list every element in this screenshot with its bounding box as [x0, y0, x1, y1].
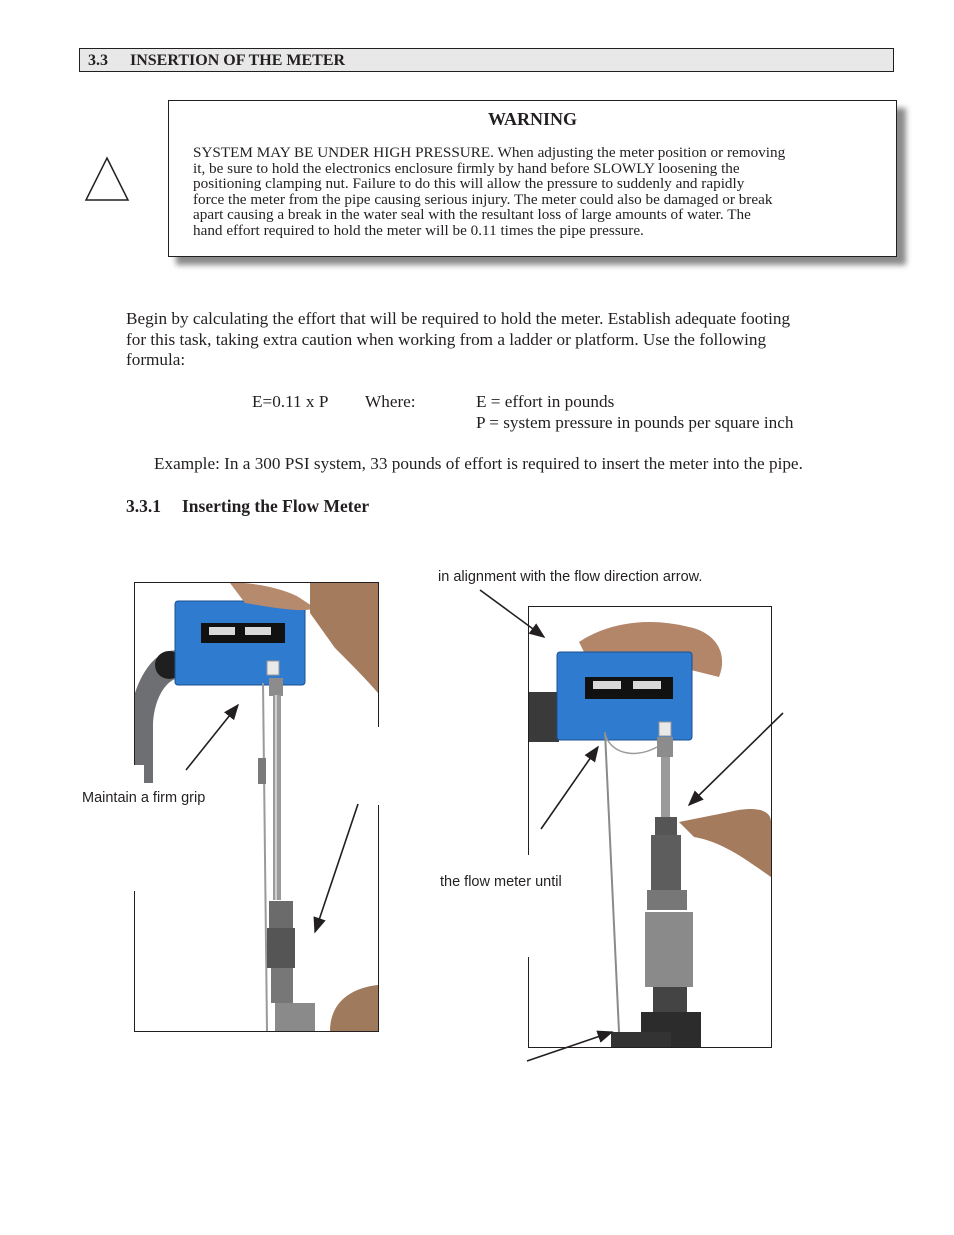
caption-flow-meter-until: the flow meter until	[440, 874, 562, 890]
intro-line: Begin by calculating the effort that will be required to hold the meter. Establish adequate footing	[126, 309, 791, 328]
caption-grip: Maintain a firm grip	[82, 790, 206, 806]
example-text: Example: In a 300 PSI system, 33 pounds of effort is required to insert the meter into the pipe.	[154, 454, 803, 473]
arrow-left-lower	[315, 804, 358, 932]
arrow-bottom	[527, 1032, 612, 1061]
warning-line: force the meter from the pipe causing serious injury. The meter could also be damaged or break	[193, 190, 773, 208]
warning-line: positioning clamping nut. Failure to do this will allow the pressure to suddenly and rapidly	[193, 175, 745, 192]
warning-line: it, be sure to hold the electronics enclosure firmly by hand before SLOWLY loosening the	[193, 159, 740, 177]
section-number: 3.3	[88, 52, 108, 69]
arrow-right-clamp	[689, 713, 783, 805]
formula-definition-e: E = effort in pounds	[476, 392, 615, 411]
warning-line: SYSTEM MAY BE UNDER HIGH PRESSURE. When adjusting the meter position or removing	[193, 144, 786, 161]
formula-where: Where:	[365, 392, 416, 411]
intro-line: formula:	[126, 350, 186, 369]
subsection-title: Inserting the Flow Meter	[182, 496, 370, 516]
arrow-flow-meter	[541, 747, 598, 829]
caption-alignment: in alignment with the flow direction arrow.	[438, 569, 703, 585]
arrow-alignment	[480, 590, 544, 637]
arrow-grip	[186, 705, 238, 770]
warning-line: hand effort required to hold the meter will be 0.11 times the pipe pressure.	[193, 221, 644, 239]
section-title: INSERTION OF THE METER	[130, 52, 346, 69]
intro-line: for this task, taking extra caution when working from a ladder or platform. Use the following	[126, 329, 767, 349]
formula-definition-p: P = system pressure in pounds per square inch	[476, 413, 794, 432]
subsection-number: 3.3.1	[126, 496, 161, 516]
warning-line: apart causing a break in the water seal with the resultant loss of large amounts of water. The	[193, 206, 751, 223]
warning-title: WARNING	[487, 109, 577, 129]
formula-equation: E=0.11 x P	[252, 392, 329, 411]
